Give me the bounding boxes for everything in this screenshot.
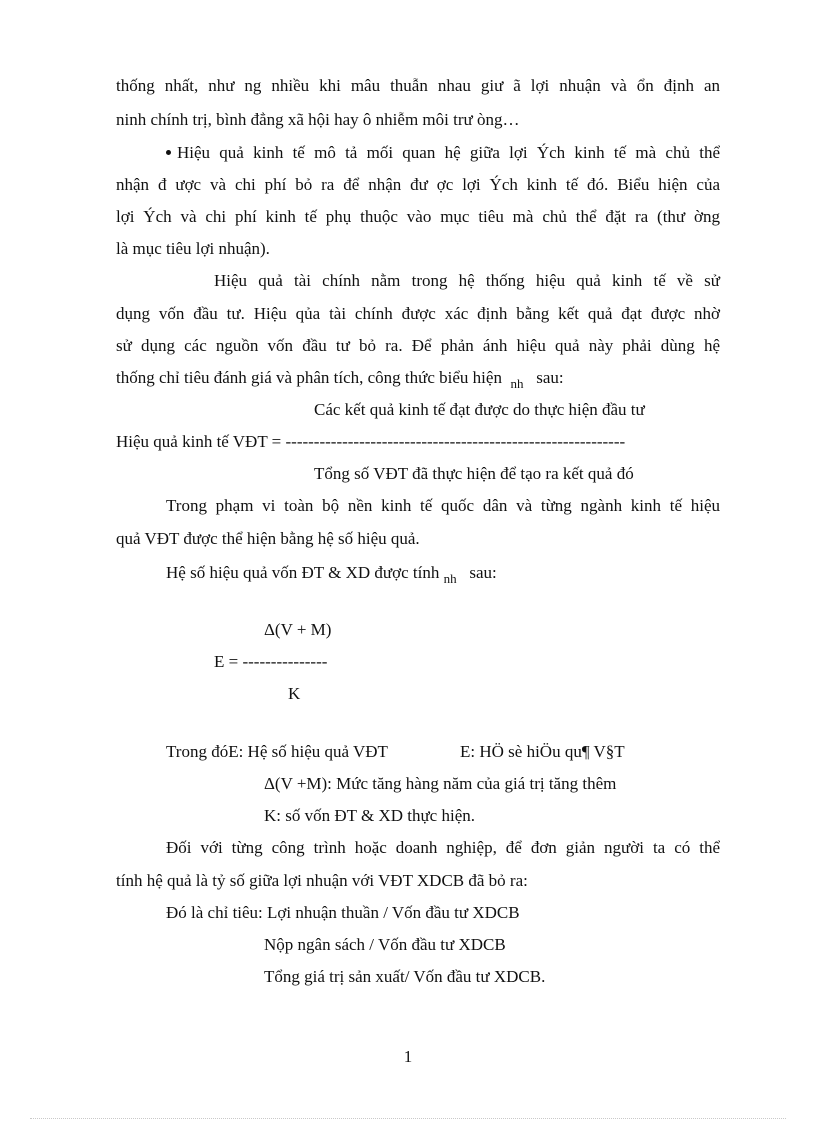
paragraph-line: Hiệu quả tài chính nằm trong hệ thống hiệu quả kinh tế về sử xyxy=(214,271,720,290)
formula-numerator: Các kết quả kinh tế đạt được do thực hiện đầu tư xyxy=(314,400,645,419)
list-intro: Đó là chỉ tiêu: Lợi nhuận thuần / Vốn đầu tư XDCB xyxy=(166,903,520,922)
paragraph-line: là mục tiêu lợi nhuận). xyxy=(116,239,270,258)
paragraph-line: tính hệ quả là tỷ số giữa lợi nhuận với VĐT XDCB đã bỏ ra: xyxy=(116,871,528,890)
paragraph-line: Đối với từng công trình hoặc doanh nghiệp, để đơn giản người ta có thể xyxy=(166,838,720,857)
paragraph-line: quả VĐT được thể hiện bằng hệ số hiệu quả. xyxy=(116,529,420,548)
coefficient-lhs: E = --------------- xyxy=(214,652,328,671)
list-item: Tổng giá trị sản xuất/ Vốn đầu tư XDCB. xyxy=(264,967,546,986)
footer-divider xyxy=(30,1118,786,1119)
paragraph-line: sử dụng các nguồn vốn đầu tư bỏ ra. Để phản ánh hiệu quả này phải dùng hệ xyxy=(116,336,720,355)
definition-line: K: số vốn ĐT & XD thực hiện. xyxy=(264,806,475,825)
formula-lhs: Hiệu quả kinh tế VĐT = ------------------------------------------------------------ xyxy=(116,432,626,451)
paragraph-line: Trong phạm vi toàn bộ nền kinh tế quốc dân và từng ngành kinh tế hiệu xyxy=(166,496,720,515)
paragraph-line: lợi Ých và chi phí kinh tế phụ thuộc vào mục tiêu mà chủ thể đặt ra (thư ờng xyxy=(116,207,720,226)
paragraph-line: nhận đ ược và chi phí bỏ ra để nhận đư ợc lợi Ých kinh tế đó. Biểu hiện của xyxy=(116,175,720,194)
definition-garbled: E: HÖ sè hiÖu qu¶ V§T xyxy=(460,742,625,761)
paragraph-line: Hệ số hiệu quả vốn ĐT & XD được tính $_{nh}$ sau: xyxy=(166,563,497,586)
paragraph-line: thống chỉ tiêu đánh giá và phân tích, công thức biểu hiện $_{nh}$ sau: xyxy=(116,368,564,391)
paragraph-line: ninh chính trị, bình đẳng xã hội hay ô nhiễm môi trư òng… xyxy=(116,110,520,129)
definition-line: Δ(V +M): Mức tăng hàng năm của giá trị tăng thêm xyxy=(264,774,617,793)
formula-denominator: Tổng số VĐT đã thực hiện để tạo ra kết quả đó xyxy=(314,464,634,483)
page-number: 1 xyxy=(403,1047,413,1066)
coefficient-numerator: Δ(V + M) xyxy=(264,620,332,639)
paragraph-line: thống nhất, như ng nhiều khi mâu thuẫn nhau giư ã lợi nhuận và ổn định an xyxy=(116,76,720,95)
bullet-icon xyxy=(166,150,171,155)
coefficient-denominator: K xyxy=(288,684,301,703)
paragraph-line: dụng vốn đầu tư. Hiệu qủa tài chính được xác định bằng kết quả đạt được nhờ xyxy=(116,304,720,323)
bullet-paragraph-line: Hiệu quả kinh tế mô tả mối quan hệ giữa lợi Ých kinh tế mà chủ thể xyxy=(166,141,720,165)
definition-line: Trong đóE: Hệ số hiệu quả VĐT xyxy=(166,742,388,761)
list-item: Nộp ngân sách / Vốn đầu tư XDCB xyxy=(264,935,506,954)
